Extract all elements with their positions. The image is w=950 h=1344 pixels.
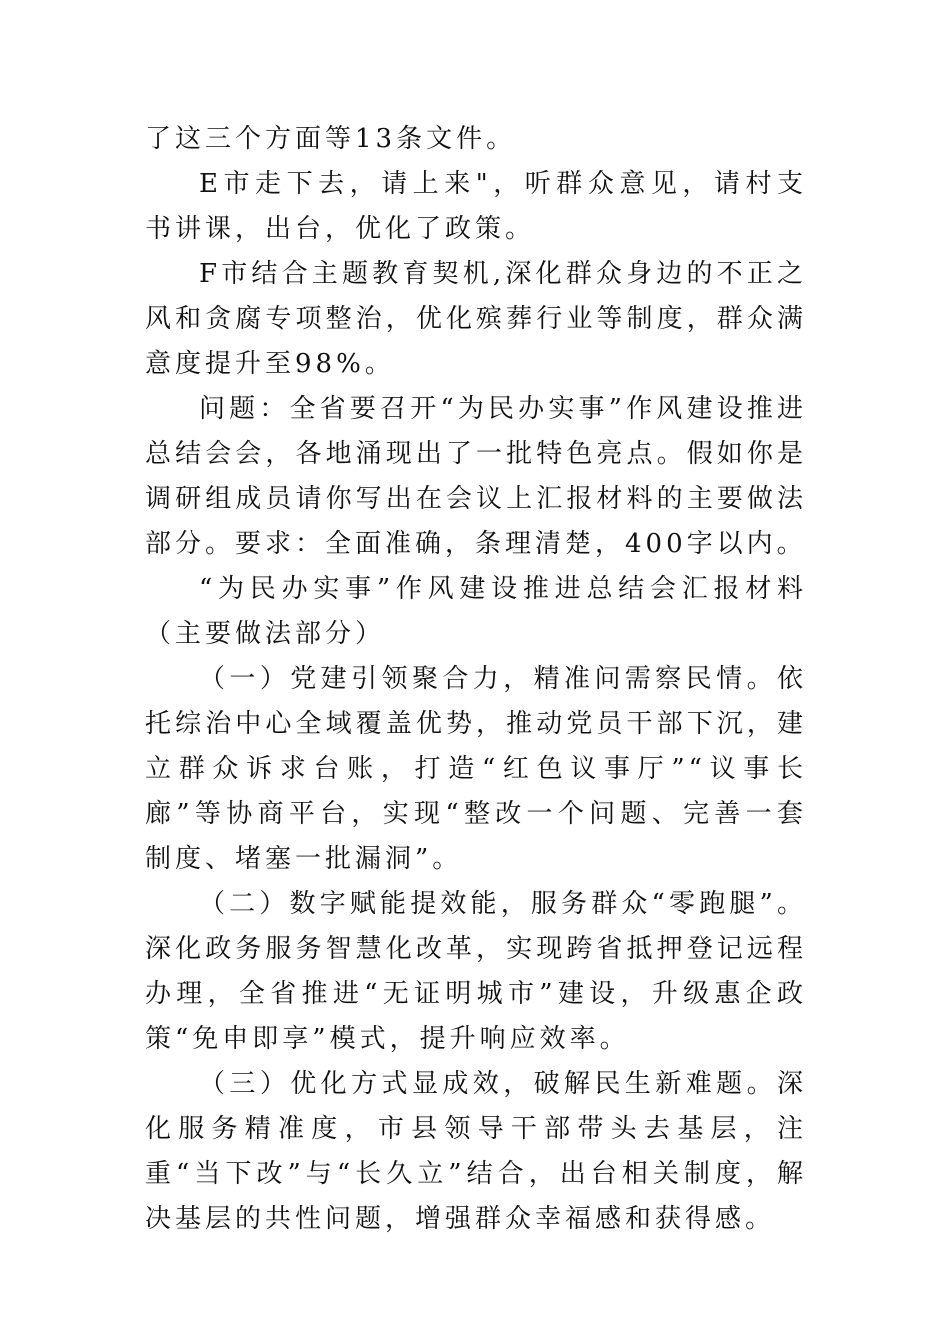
document-body xyxy=(145,117,807,1242)
paragraph-continued: 了这三个方面等13条文件。 xyxy=(145,124,517,154)
paragraph-section-one: （一）党建引领聚合力，精准问需察民情。依托综治中心全域覆盖优势，推动党员干部下沉，建立群众诉求台账，打造“红色议事厅”“议事长廊”等协商平台，实现“整改一个问题、完善一套制度、堵塞一批漏洞”。 xyxy=(145,664,807,874)
paragraph-section-three: （三）优化方式显成效，破解民生新难题。深化服务精准度，市县领导干部带头去基层，注重“当下改”与“长久立”结合，出台相关制度，解决基层的共性问题，增强群众幸福感和获得感。 xyxy=(145,1069,807,1234)
paragraph-question: 问题：全省要召开“为民办实事”作风建设推进总结会会，各地涌现出了一批特色亮点。假如你是调研组成员请你写出在会议上汇报材料的主要做法部分。要求：全面准确，条理清楚，400字以内。 xyxy=(145,394,807,559)
paragraph-city-f: F市结合主题教育契机,深化群众身边的不正之风和贪腐专项整治，优化殡葬行业等制度，群众满意度提升至98%。 xyxy=(145,259,807,379)
report-title: “为民办实事”作风建设推进总结会汇报材料（主要做法部分） xyxy=(145,574,807,649)
paragraph-city-e: E市走下去，请上来"，听群众意见，请村支书讲课，出台，优化了政策。 xyxy=(145,169,807,244)
paragraph-section-two: （二）数字赋能提效能，服务群众“零跑腿”。深化政务服务智慧化改革，实现跨省抵押登记远程办理，全省推进“无证明城市”建设，升级惠企政策“免申即享”模式，提升响应效率。 xyxy=(145,889,807,1054)
